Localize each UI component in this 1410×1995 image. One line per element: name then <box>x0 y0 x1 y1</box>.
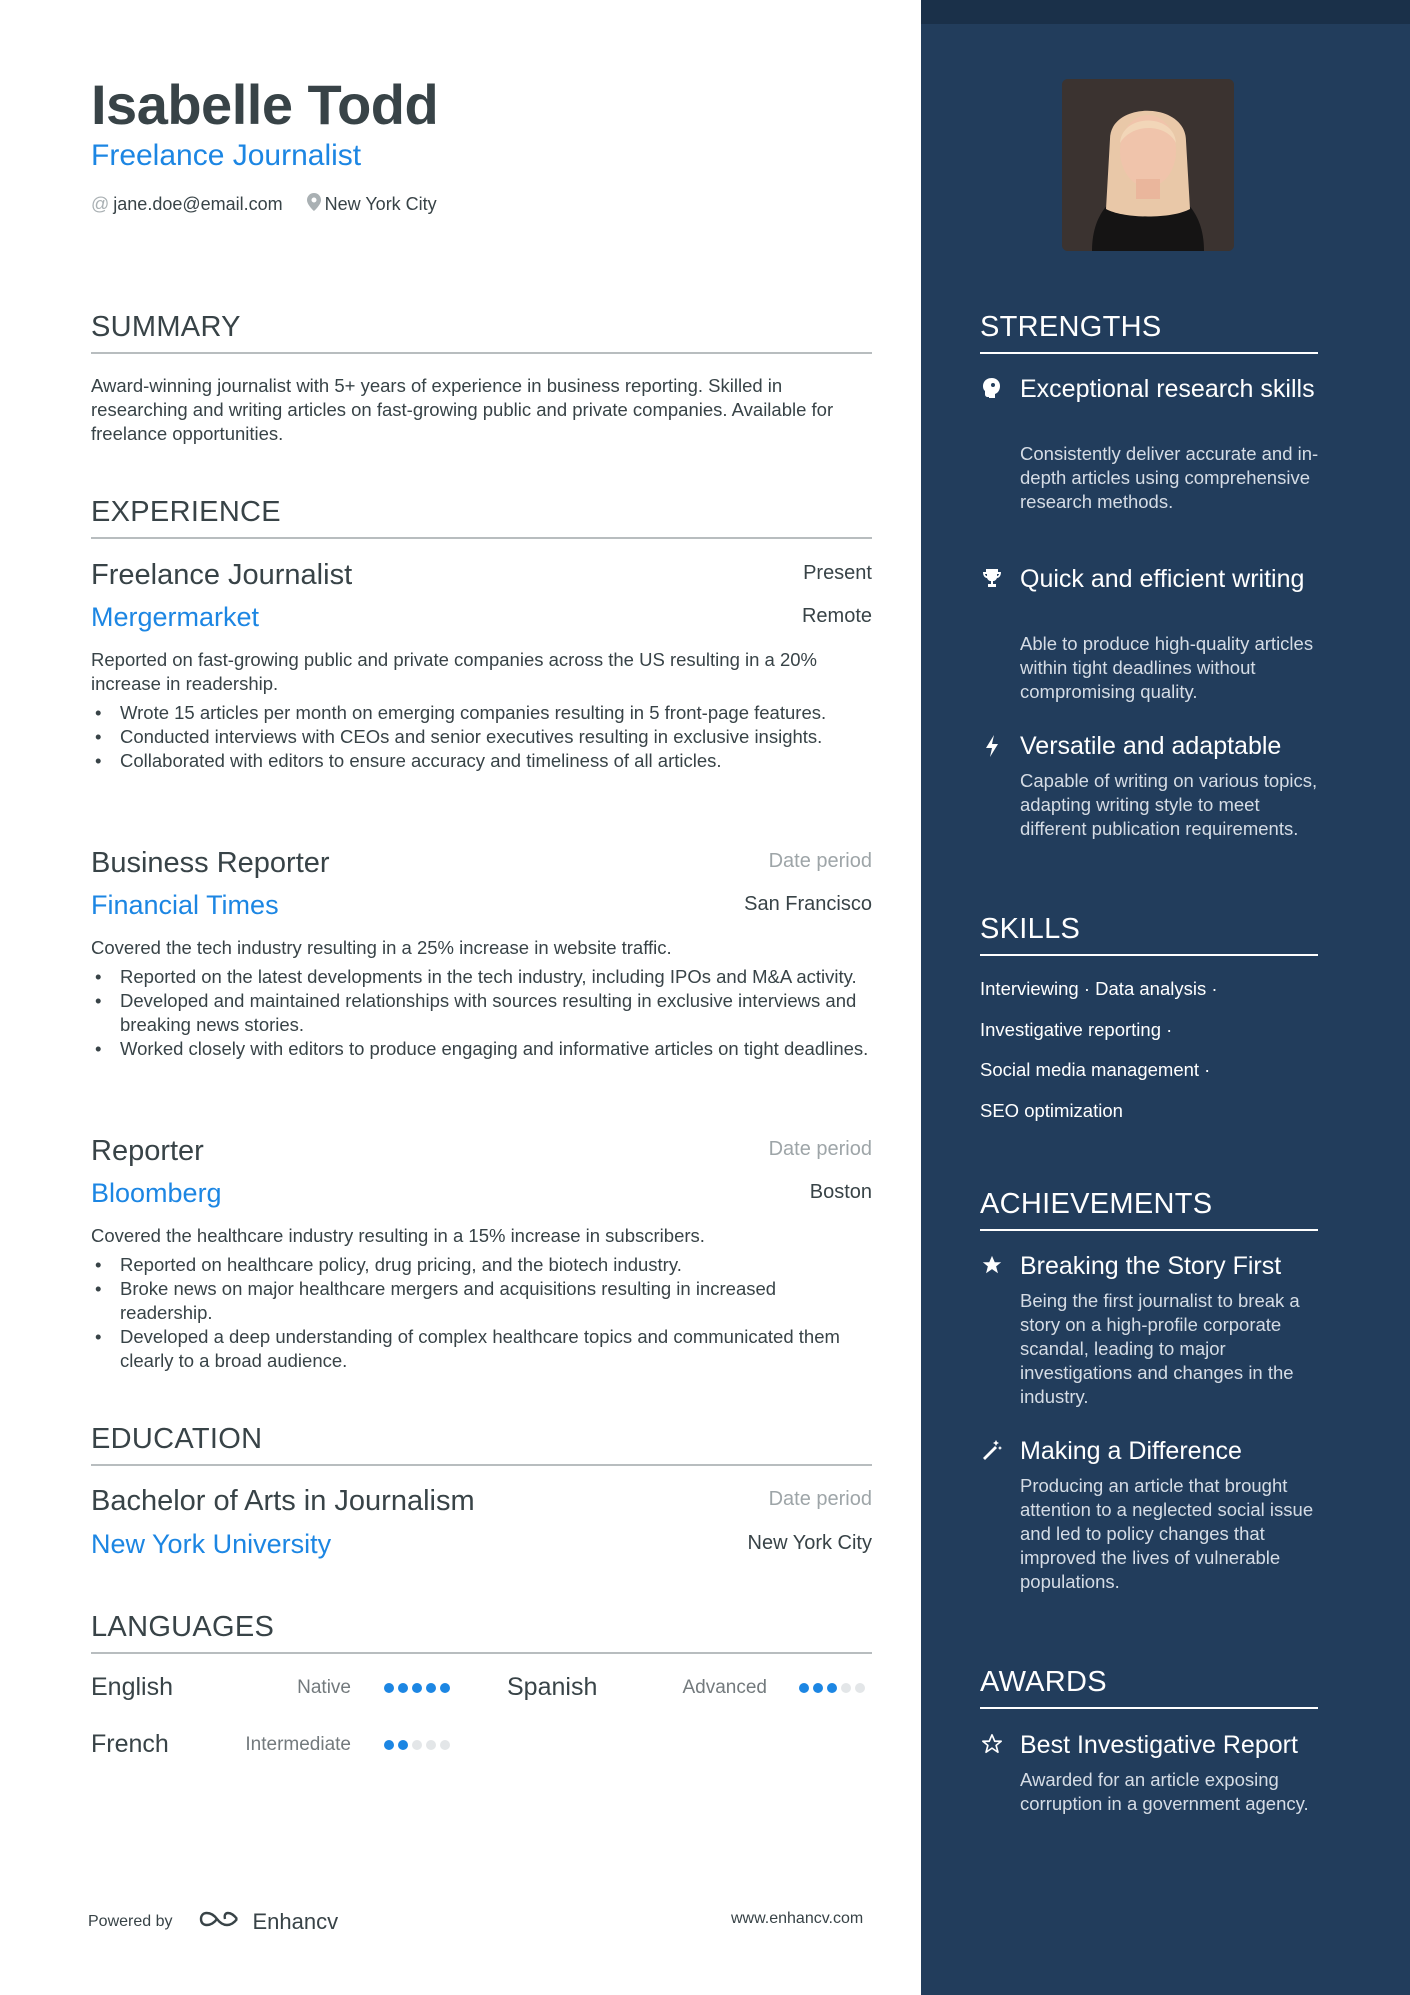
list-item: • Broke news on major healthcare mergers and acquisitions resulting in increased readership. <box>91 1277 872 1325</box>
strength-title: Exceptional research skills <box>1020 375 1315 403</box>
job-bullets <box>91 701 872 773</box>
job-title: Reporter <box>91 1135 204 1167</box>
rating-dot-empty <box>440 1740 450 1750</box>
summary-heading: SUMMARY <box>91 311 872 354</box>
enhancv-logo-text: Enhancv <box>252 1909 339 1934</box>
achievement-title: Breaking the Story First <box>1020 1252 1282 1280</box>
enhancv-logo-icon <box>197 1906 245 1938</box>
achievement-title: Making a Difference <box>1020 1437 1242 1465</box>
job-bullets <box>91 1253 872 1373</box>
strength-description: Consistently deliver accurate and in-depth articles using comprehensive research methods. <box>1020 443 1319 512</box>
list-item: • Worked closely with editors to produce engaging and informative articles on tight deadlines. <box>91 1037 872 1061</box>
education-heading: EDUCATION <box>91 1423 872 1466</box>
school-name[interactable]: New York University <box>91 1529 332 1559</box>
language-name: French <box>91 1730 169 1758</box>
rating-dot-filled <box>440 1683 450 1693</box>
award-title: Best Investigative Report <box>1020 1731 1298 1759</box>
rating-dot-filled <box>398 1740 408 1750</box>
footer-url[interactable]: www.enhancv.com <box>731 1910 864 1927</box>
at-icon: @ <box>91 194 110 214</box>
powered-by-label: Powered by <box>88 1913 173 1930</box>
summary-text: Award-winning journalist with 5+ years of experience in business reporting. Skilled in researching and writing articles on fast-growing public and private companies. Available for freelance opportunities. <box>91 375 834 444</box>
rating-dot-filled <box>384 1683 394 1693</box>
trophy-icon <box>980 567 1004 591</box>
rating-dot-filled <box>384 1740 394 1750</box>
skill-line: Social media management · <box>980 1059 1211 1080</box>
list-item: • Wrote 15 articles per month on emerging companies resulting in 5 front-page features. <box>91 701 872 725</box>
language-level: Native <box>297 1677 351 1698</box>
skill-line: Interviewing · Data analysis · <box>980 978 1218 999</box>
rating-dot-empty <box>855 1683 865 1693</box>
list-item: • Developed and maintained relationships with sources resulting in exclusive interviews and breaking news stories. <box>91 989 872 1037</box>
sidebar-top-bar <box>921 0 1410 24</box>
profile-photo <box>1062 79 1234 251</box>
magic-wand-icon <box>980 1439 1004 1463</box>
job-title: Business Reporter <box>91 847 330 879</box>
job-description: Covered the tech industry resulting in a 25% increase in website traffic. <box>91 937 672 958</box>
job-company[interactable]: Bloomberg <box>91 1178 222 1208</box>
language-name: English <box>91 1673 173 1701</box>
rating-dot-empty <box>426 1740 436 1750</box>
list-item: • Developed a deep understanding of complex healthcare topics and communicated them clearly to a broad audience. <box>91 1325 872 1373</box>
awards-heading: AWARDS <box>980 1666 1318 1709</box>
rating-dot-filled <box>426 1683 436 1693</box>
language-level: Intermediate <box>245 1734 351 1755</box>
candidate-title: Freelance Journalist <box>91 139 362 172</box>
job-bullets <box>91 965 872 1061</box>
achievement-description: Being the first journalist to break a story on a high-profile corporate scandal, leading to major investigations and changes in the industry. <box>1020 1290 1300 1407</box>
brain-icon <box>980 377 1004 401</box>
job-description: Covered the healthcare industry resulting in a 15% increase in subscribers. <box>91 1225 705 1246</box>
achievements-heading: ACHIEVEMENTS <box>980 1188 1318 1231</box>
strength-description: Capable of writing on various topics, adapting writing style to meet different publication requirements. <box>1020 770 1318 839</box>
education-location: New York City <box>747 1532 872 1554</box>
language-rating <box>384 1740 450 1750</box>
powered-by <box>88 1906 338 1938</box>
language-level: Advanced <box>682 1677 767 1698</box>
strength-title: Versatile and adaptable <box>1020 732 1282 760</box>
location-text: New York City <box>324 194 437 214</box>
email-item[interactable] <box>91 194 283 215</box>
award-description: Awarded for an article exposing corruption in a government agency. <box>1020 1769 1309 1814</box>
rating-dot-filled <box>799 1683 809 1693</box>
job-location: Remote <box>801 605 872 627</box>
rating-dot-empty <box>412 1740 422 1750</box>
list-item: • Conducted interviews with CEOs and senior executives resulting in exclusive insights. <box>91 725 872 749</box>
job-company[interactable]: Mergermarket <box>91 602 260 632</box>
contact-row <box>91 193 461 216</box>
star-icon <box>980 1254 1004 1278</box>
email-text: jane.doe@email.com <box>113 194 283 214</box>
language-name: Spanish <box>507 1673 598 1701</box>
enhancv-logo[interactable] <box>197 1906 339 1938</box>
job-location: San Francisco <box>744 893 872 915</box>
job-company[interactable]: Financial Times <box>91 890 279 920</box>
job-title: Freelance Journalist <box>91 559 353 591</box>
language-rating <box>799 1683 865 1693</box>
list-item: • Collaborated with editors to ensure accuracy and timeliness of all articles. <box>91 749 872 773</box>
job-location: Boston <box>809 1181 872 1203</box>
rating-dot-filled <box>827 1683 837 1693</box>
skill-line: SEO optimization <box>980 1100 1123 1121</box>
job-date: Date period <box>768 1138 872 1160</box>
skill-line: Investigative reporting · <box>980 1019 1173 1040</box>
achievement-description: Producing an article that brought attention to a neglected social issue and led to policy changes that improved the lives of vulnerable populations. <box>1020 1475 1314 1592</box>
language-rating <box>384 1683 450 1693</box>
languages-heading: LANGUAGES <box>91 1611 872 1654</box>
candidate-name: Isabelle Todd <box>91 73 439 136</box>
skills-heading: SKILLS <box>980 913 1318 956</box>
rating-dot-empty <box>841 1683 851 1693</box>
list-item: • Reported on healthcare policy, drug pricing, and the biotech industry. <box>91 1253 872 1277</box>
job-date: Present <box>803 562 872 584</box>
location-pin-icon <box>307 193 321 216</box>
rating-dot-filled <box>398 1683 408 1693</box>
bolt-icon <box>980 734 1004 758</box>
star-outline-icon <box>980 1733 1004 1757</box>
experience-heading: EXPERIENCE <box>91 496 872 539</box>
strength-description: Able to produce high-quality articles within tight deadlines without compromising quality. <box>1020 633 1314 702</box>
job-description: Reported on fast-growing public and private companies across the US resulting in a 20% increase in readership. <box>91 649 818 694</box>
rating-dot-filled <box>813 1683 823 1693</box>
rating-dot-filled <box>412 1683 422 1693</box>
degree-title: Bachelor of Arts in Journalism <box>91 1485 475 1517</box>
strengths-heading: STRENGTHS <box>980 311 1318 354</box>
education-date: Date period <box>768 1488 872 1510</box>
list-item: • Reported on the latest developments in the tech industry, including IPOs and M&A activity. <box>91 965 872 989</box>
job-date: Date period <box>768 850 872 872</box>
strength-title: Quick and efficient writing <box>1020 565 1305 593</box>
location-item <box>307 193 437 216</box>
